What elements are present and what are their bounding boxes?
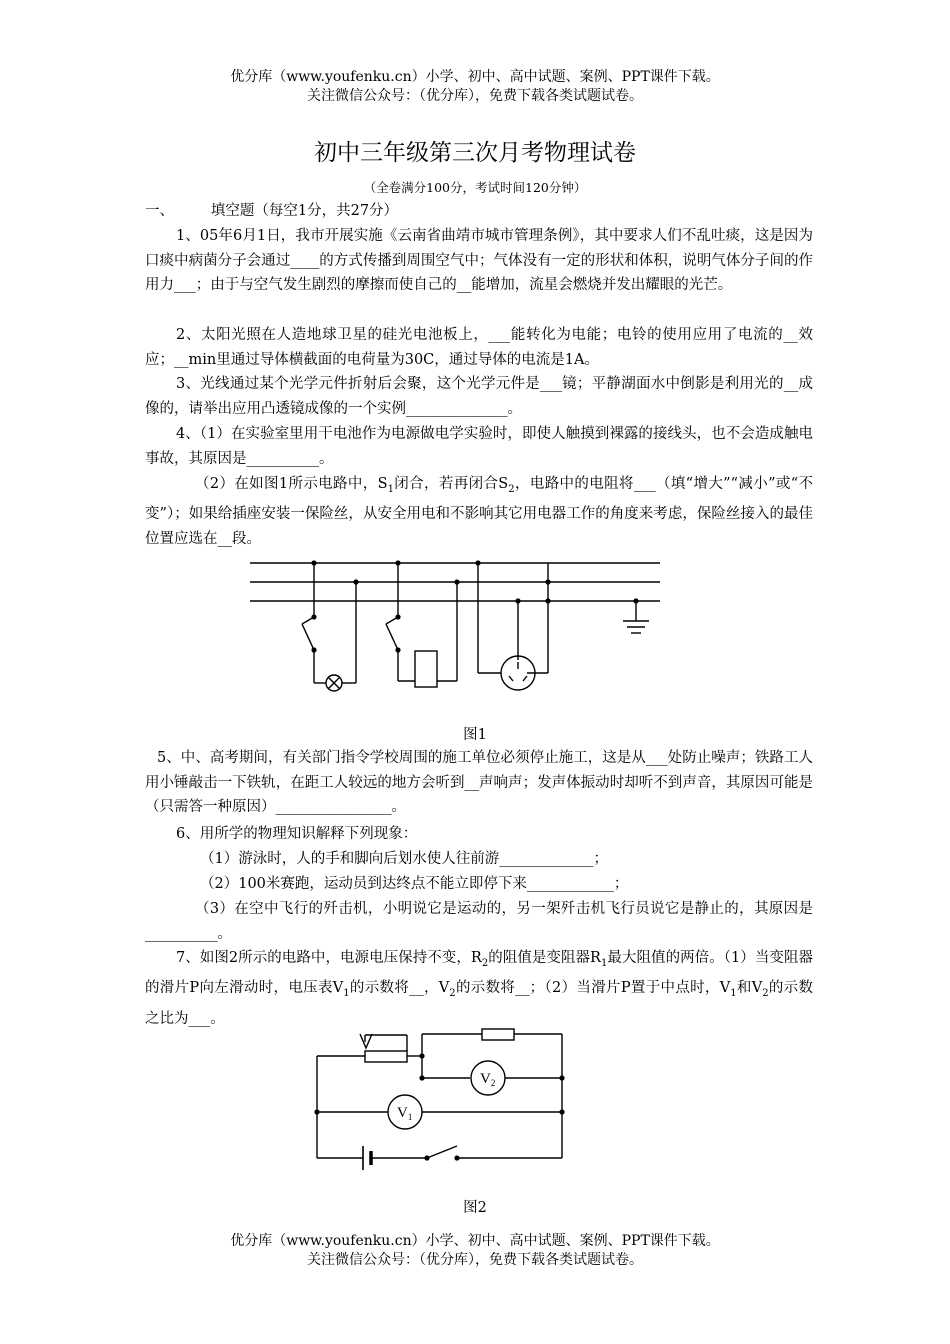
- question-6: 6、用所学的物理知识解释下列现象：: [176, 826, 418, 842]
- header-line-2: 关注微信公众号：（优分库），免费下载各类试题试卷。: [307, 88, 643, 104]
- section-heading: 一、 填空题（每空1分，共27分）: [145, 203, 399, 219]
- question-4-part-1: 4、（1）在实验室里用干电池作为电源做电学实验时，即使人触摸到裸露的接线头，也不会造成触电事故，其原因是__________。: [145, 426, 813, 467]
- v2-label: $V_2$: [480, 1071, 496, 1088]
- exam-subtitle: （全卷满分100分，考试时间120分钟）: [363, 180, 587, 195]
- question-4-part-2: （2）在如图1所示电路中，$S_1$闭合，若再闭合$S_2$，电路中的电阻将___（填“增大”“减小”或“不变”）；如果给插座安装一保险丝，从安全用电和不影响其它用电器工作的角度来考虑，保险丝接入的最佳位置应选在__段。: [145, 476, 813, 547]
- question-1: 1、05年6月1日，我市开展实施《云南省曲靖市城市管理条例》，其中要求人们不乱吐痰，这是因为口痰中病菌分子会通过____的方式传播到周围空气中；气体没有一定的形状和体积，说明气体分子间的作用力___；由于与空气发生剧烈的摩擦而使自己的__能增加，流星会燃烧并发出耀眼的光芒。: [145, 228, 813, 293]
- v1-label: $V_1$: [397, 1105, 413, 1122]
- figure-2-caption: 图2: [463, 1200, 487, 1216]
- question-6-item-1: （1）游泳时，人的手和脚向后划水使人往前游_____________；: [200, 851, 608, 867]
- question-6-item-2: （2）100米赛跑，运动员到达终点不能立即停下来____________；: [200, 876, 629, 892]
- page-footer: [0, 1232, 950, 1270]
- question-6-item-3: （3）在空中飞行的歼击机，小明说它是运动的，另一架歼击机飞行员说它是静止的，其原因是__________。: [145, 901, 813, 942]
- figure-1-caption: 图1: [463, 727, 487, 743]
- figure-1-circuit: [245, 555, 670, 715]
- rheostat-r1: [365, 1051, 407, 1062]
- question-5: 5、中、高考期间，有关部门指令学校周围的施工单位必须停止施工，这是从___处防止噪声；铁路工人用小锤敲击一下铁轨，在距工人较远的地方会听到__声响声；发声体振动时却听不到声音，其原因可能是（只需答一种原因）________________。: [145, 750, 813, 815]
- page-header: [0, 68, 950, 106]
- exam-title: 初中三年级第三次月考物理试卷: [314, 140, 636, 166]
- header-line-1: 优分库（www.youfenku.cn）小学、初中、高中试题、案例、PPT课件下载。: [230, 69, 720, 85]
- question-3: 3、光线通过某个光学元件折射后会聚，这个光学元件是___镜；平静湖面水中倒影是利用光的__成像的，请举出应用凸透镜成像的一个实例______________。: [145, 376, 813, 417]
- footer-line-1: 优分库（www.youfenku.cn）小学、初中、高中试题、案例、PPT课件下载。: [230, 1233, 720, 1249]
- resistor-r2: [482, 1029, 514, 1040]
- question-2: 2、太阳光照在人造地球卫星的硅光电池板上，___能转化为电能；电铃的使用应用了电流的__效应；__min里通过导体横截面的电荷量为30C，通过导体的电流是1A。: [145, 327, 813, 368]
- figure-2-circuit: [305, 1020, 575, 1175]
- question-7: 7、如图2所示的电路中，电源电压保持不变，$R_2$的阻值是变阻器$R_1$最大阻值的两倍。（1）当变阻器的滑片P向左滑动时，电压表$V_1$的示数将__，$V_2$的示数将__；（2）当滑片P置于中点时，$V_1$和$V_2$的示数之比为___。: [145, 950, 813, 1027]
- footer-line-2: 关注微信公众号：（优分库），免费下载各类试题试卷。: [307, 1252, 643, 1268]
